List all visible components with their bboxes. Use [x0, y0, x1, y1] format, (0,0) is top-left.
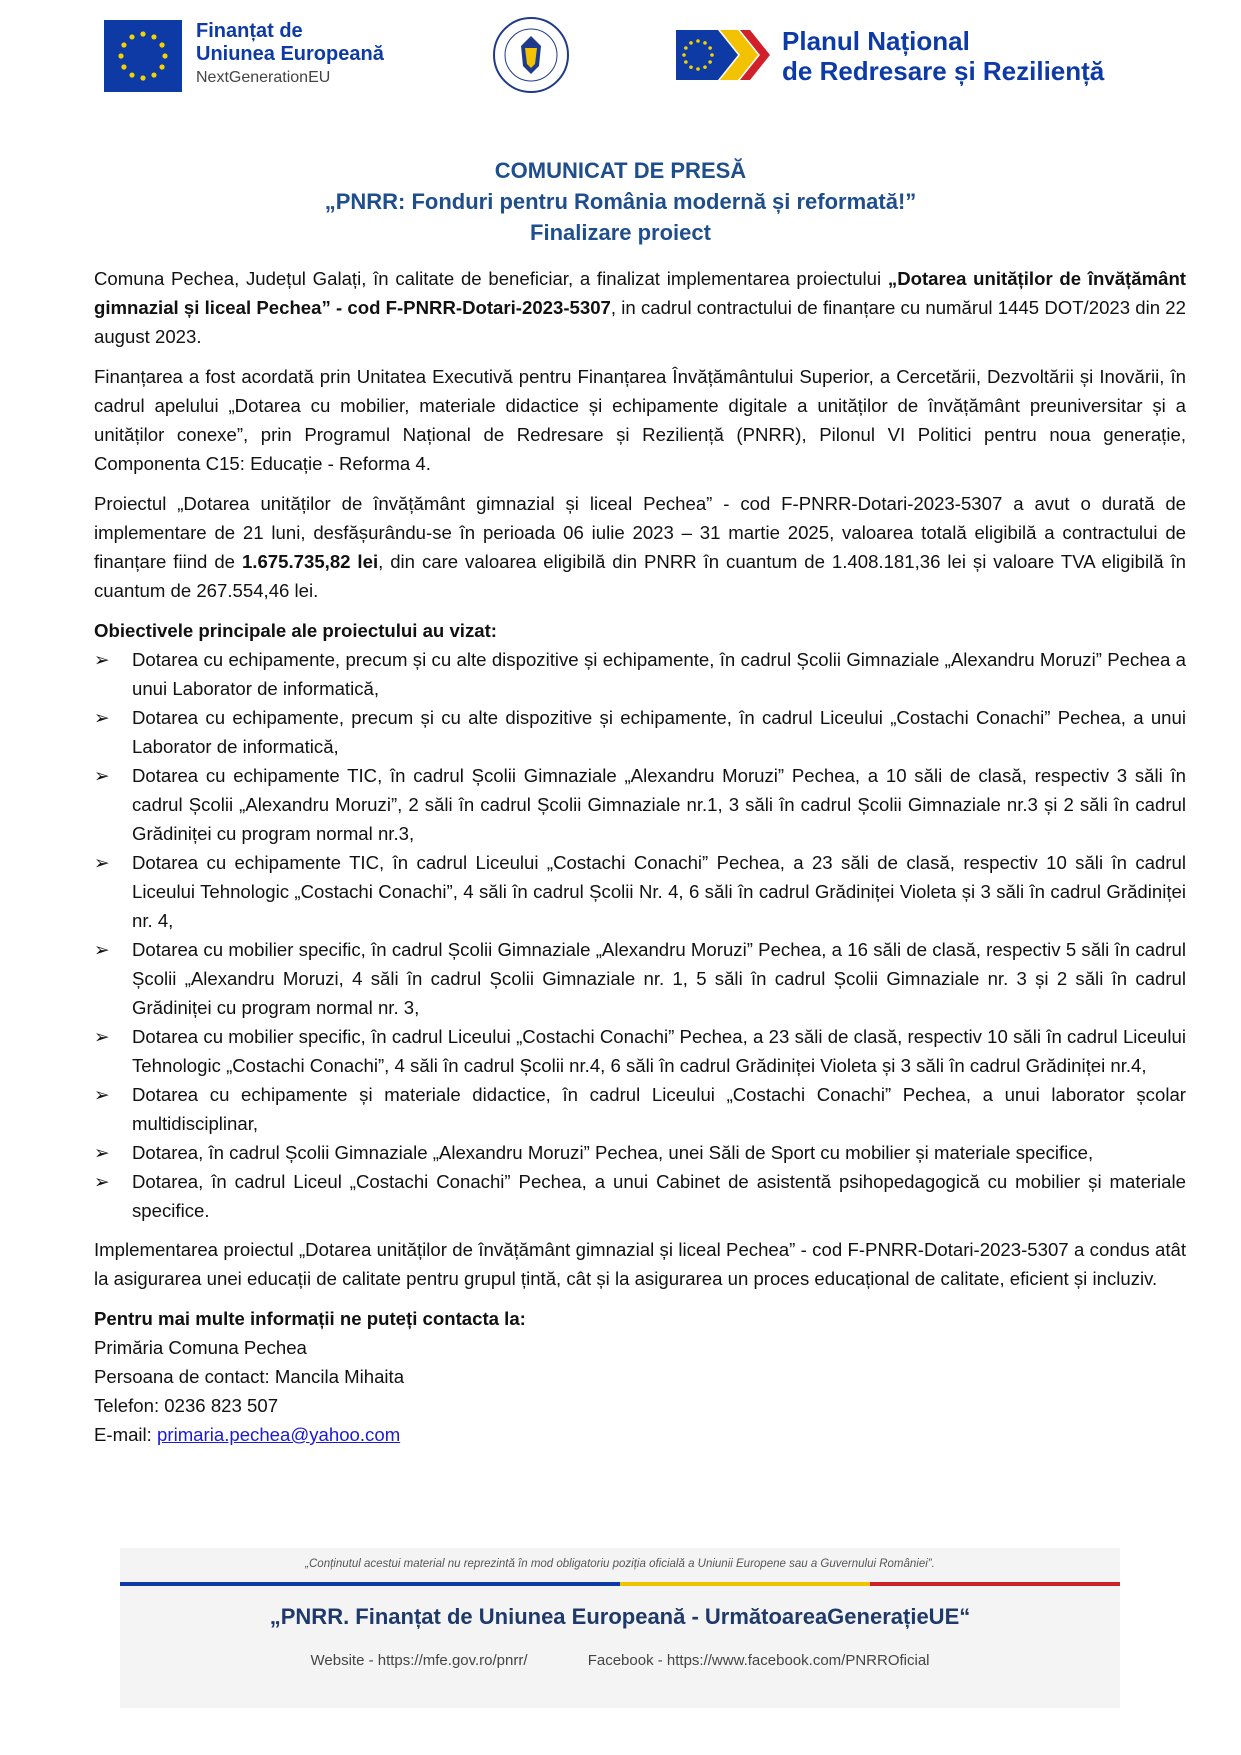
eu-funding-text [196, 20, 384, 89]
paragraph-duration-value [94, 489, 1186, 605]
bullet-arrow-icon: ➢ [94, 1026, 110, 1047]
intro-contract-text: , in cadrul contractului de finanțare cu numărul 1445 DOT/2023 din 22 august 2023. [94, 297, 1186, 347]
eu-star-icon [703, 65, 707, 69]
eu-star-icon [689, 65, 693, 69]
contact-person: Persoana de contact: Mancila Mihaita [94, 1366, 405, 1387]
email-label: E-mail: [94, 1424, 158, 1445]
press-release-titles [0, 155, 1241, 248]
paragraph-conclusion: Implementarea proiectul „Dotarea unităților de învățământ gimnazial și liceal Pechea” - cod F-PNRR-Dotari-2023-5307 a condus atât la asigurarea unei educații de calitate pentru grupul țintă, cât și la asigurarea un proces educațional de calitate, eficient și incluziv. [94, 1239, 1186, 1289]
objective-text: Dotarea cu mobilier specific, în cadrul Școlii Gimnaziale „Alexandru Moruzi” Pechea, a 16 săli de clasă, respectiv 5 săli în cadrul Școlii „Alexandru Moruzi, 4 săli în cadrul Școlii Gimnaziale nr. 1, 5 săli în cadrul Școlii Gimnaziale nr. 3 și 2 săli în cadrul Grădiniței cu program normal nr. 3, [132, 939, 1186, 1018]
footer-website-link[interactable]: Website - https://mfe.gov.ro/pnrr/ [310, 1652, 528, 1669]
stripe-red [870, 1582, 1120, 1586]
flag-color-stripe [120, 1582, 1120, 1586]
document-body [94, 264, 1186, 1449]
objective-text: Dotarea, în cadrul Școlii Gimnaziale „Alexandru Moruzi” Pechea, unei Săli de Sport cu mobilier și materiale specifice, [132, 1142, 1094, 1163]
eu-star-icon [684, 46, 688, 50]
eu-star-icon [159, 64, 164, 69]
eu-star-icon [708, 46, 712, 50]
eu-star-icon [121, 64, 126, 69]
pnrr-line-1: Planul Național [782, 26, 970, 56]
contact-block [94, 1304, 1186, 1449]
eu-star-icon [696, 39, 700, 43]
objective-item [94, 848, 1186, 935]
contact-organization: Primăria Comuna Pechea [94, 1337, 307, 1358]
eu-line-1: Finanțat de [196, 20, 303, 42]
objective-item [94, 761, 1186, 848]
bullet-arrow-icon: ➢ [94, 707, 110, 728]
header-logos [0, 20, 1241, 100]
romanian-government-seal [492, 16, 570, 94]
objective-text: Dotarea cu echipamente TIC, în cadrul Liceului „Costachi Conachi” Pechea, a 23 săli de clasă, respectiv 10 săli în cadrul Liceului Tehnologic „Costachi Conachi”, 4 săli în cadrul Școlii Nr. 4, 6 săli în cadrul Grădiniței Violeta și 3 săli în cadrul Grădiniței nr. 4, [132, 852, 1186, 931]
eu-star-icon [151, 34, 156, 39]
eu-star-icon [703, 41, 707, 45]
objective-text: Dotarea cu echipamente TIC, în cadrul Școlii Gimnaziale „Alexandru Moruzi” Pechea, a 10 săli de clasă, respectiv 3 săli în cadrul Școlii „Alexandru Moruzi”, 2 săli în cadrul Școlii Gimnaziale nr.1, 3 săli în cadrul Școlii Gimnaziale nr.3 și 2 săli în cadrul Grădiniței cu program normal nr.3, [132, 765, 1186, 844]
bullet-arrow-icon: ➢ [94, 649, 110, 670]
eu-star-icon [684, 60, 688, 64]
pnrr-logo [676, 24, 772, 86]
email-link[interactable]: primaria.pechea@yahoo.com [157, 1424, 401, 1445]
bullet-arrow-icon: ➢ [94, 852, 110, 873]
eu-star-icon [140, 31, 145, 36]
eu-star-icon [708, 60, 712, 64]
eu-star-icon [129, 34, 134, 39]
contact-email-row [94, 1420, 1186, 1449]
eu-star-icon [129, 72, 134, 77]
objectives-list [94, 645, 1186, 1225]
objective-item [94, 1080, 1186, 1138]
total-value-bold: 1.675.735,82 lei [241, 551, 379, 572]
objective-item [94, 935, 1186, 1022]
eu-star-icon [689, 41, 693, 45]
eu-star-icon [710, 53, 714, 57]
objective-item [94, 645, 1186, 703]
paragraph-financing: Finanțarea a fost acordată prin Unitatea Executivă pentru Finanțarea Învățământului Superior, a Cercetării, Dezvoltării și Inovării, în cadrul apelului „Dotarea cu mobilier, materiale didactice și echipamente digitale a unităților de învățământ preuniversitar și a unităților conexe”, prin Programul Național de Redresare și Reziliență (PNRR), Pilonul VI Politici pentru noua generație, Componenta C15: Educație - Reforma 4. [94, 366, 1186, 474]
footer-slogan: „PNRR. Finanțat de Uniunea Europeană - UrmătoareaGenerațieUE“ [269, 1604, 971, 1629]
paragraph-intro [94, 264, 1186, 351]
objective-text: Dotarea cu echipamente și materiale didactice, în cadrul Liceului „Costachi Conachi” Pechea, a unui laborator școlar multidisciplinar, [132, 1084, 1186, 1134]
eu-star-icon [682, 53, 686, 57]
duration-text: Proiectul „Dotarea unităților de învățământ gimnazial și liceal Pechea” - cod F-PNRR-Dotari-2023-5307 a avut o durată de implementare de 21 luni, desfășurându-se în perioada 06 iulie 2023 – 31 martie 2025, valoarea totală eligibilă a contractului de finanțare fiind de [94, 493, 1186, 572]
objective-text: Dotarea cu mobilier specific, în cadrul Liceului „Costachi Conachi” Pechea, a 23 săli de clasă, respectiv 10 săli în cadrul Liceului Tehnologic „Costachi Conachi”, 4 săli în cadrul Școlii nr.4, 6 săli în cadrul Grădiniței Violeta și 3 săli în cadrul Grădiniței nr.4, [132, 1026, 1186, 1076]
objective-item [94, 1167, 1186, 1225]
objectives-heading: Obiectivele principale ale proiectului au vizat: [94, 620, 497, 641]
value-breakdown-text: , din care valoarea eligibilă din PNRR în cuantum de 1.408.181,36 lei și valoare TVA eligibilă în cuantum de 267.554,46 lei. [94, 551, 1186, 601]
eu-star-icon [696, 67, 700, 71]
bullet-arrow-icon: ➢ [94, 765, 110, 786]
eu-line-2: Uniunea Europeană [196, 43, 384, 65]
bullet-arrow-icon: ➢ [94, 1142, 110, 1163]
objective-item [94, 1022, 1186, 1080]
bullet-arrow-icon: ➢ [94, 939, 110, 960]
project-name-bold: „Dotarea unităților de învățământ gimnazial și liceal Pechea” - cod F-PNRR-Dotari-2023-5307 [94, 268, 1186, 318]
footer-disclaimer: „Conținutul acestui material nu reprezintă în mod obligatoriu poziția oficială a Uniunii Europene sau a Guvernului României”. [305, 1558, 935, 1570]
contact-heading: Pentru mai multe informații ne puteți contacta la: [94, 1308, 526, 1329]
stripe-blue [120, 1582, 620, 1586]
press-release-subheading: „PNRR: Fonduri pentru România modernă și reformată!” [324, 189, 917, 214]
stripe-yellow [620, 1582, 870, 1586]
eu-star-icon [159, 42, 164, 47]
eu-star-icon [151, 72, 156, 77]
pnrr-title-text [782, 26, 1104, 86]
eu-line-3: NextGenerationEU [196, 69, 331, 86]
objective-item [94, 703, 1186, 761]
objective-text: Dotarea cu echipamente, precum și cu alte dispozitive și echipamente, în cadrul Liceului „Costachi Conachi” Pechea, a unui Laborator de informatică, [132, 707, 1186, 757]
press-release-status: Finalizare proiect [530, 220, 711, 245]
eu-star-icon [140, 75, 145, 80]
pnrr-line-2: de Redresare și Reziliență [782, 56, 1105, 86]
intro-text: Comuna Pechea, Județul Galați, în calitate de beneficiar, a finalizat implementarea proiectului [94, 268, 888, 289]
footer-links [120, 1652, 1120, 1669]
eu-star-icon [162, 53, 167, 58]
footer-banner [120, 1548, 1120, 1708]
eu-flag-logo [104, 20, 182, 92]
footer-facebook-link[interactable]: Facebook - https://www.facebook.com/PNRROficial [587, 1652, 930, 1669]
eu-star-icon [121, 42, 126, 47]
bullet-arrow-icon: ➢ [94, 1171, 110, 1192]
eu-star-icon [118, 53, 123, 58]
objective-text: Dotarea, în cadrul Liceul „Costachi Conachi” Pechea, a unui Cabinet de asistentă psihopedagogică cu mobilier și materiale specifice. [132, 1171, 1186, 1221]
press-release-heading: COMUNICAT DE PRESĂ [494, 158, 747, 183]
bullet-arrow-icon: ➢ [94, 1084, 110, 1105]
contact-phone: Telefon: 0236 823 507 [94, 1395, 279, 1416]
objective-item [94, 1138, 1186, 1167]
objective-text: Dotarea cu echipamente, precum și cu alte dispozitive și echipamente, în cadrul Școlii Gimnaziale „Alexandru Moruzi” Pechea a unui Laborator de informatică, [132, 649, 1186, 699]
